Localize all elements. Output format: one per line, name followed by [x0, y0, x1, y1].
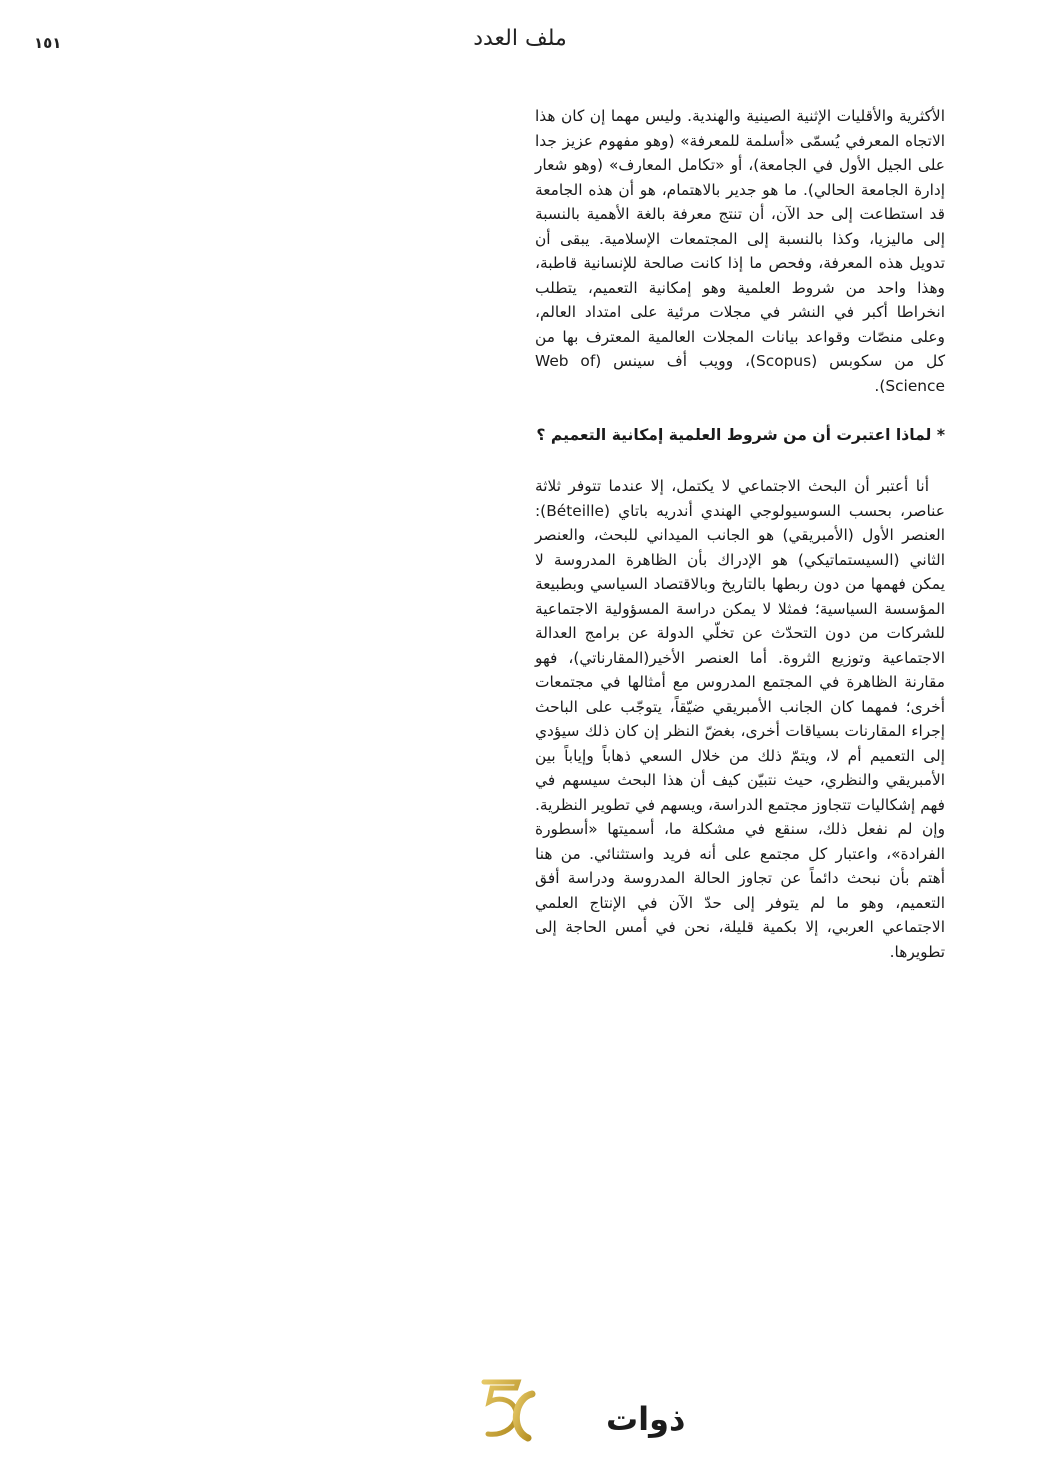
interview-question: * لماذا اعتبرت أن من شروط العلمية إمكانية التعميم ؟	[536, 426, 945, 444]
article-column	[535, 104, 945, 964]
intro-paragraph: الأكثرية والأقليات الإثنية الصينية والهندية. وليس مهما إن كان هذا الاتجاه المعرفي يُسمّى «أسلمة للمعرفة» (وهو مفهوم عزيز جدا على الجيل الأول في الجامعة)، أو «تكامل المعارف» (وهو شعار إدارة الجامعة الحالي). ما هو جدير بالاهتمام، هو أن هذه الجامعة قد استطاعت إلى حد الآن، أن تنتج معرفة بالغة الأهمية بالنسبة إلى ماليزيا، وكذا بالنسبة إلى المجتمعات الإسلامية. يبقى أن تدويل هذه المعرفة، وفحص ما إذا كانت صالحة للإنسانية قاطبة، وهذا واحد من شروط العلمية وهو إمكانية التعميم، يتطلب انخراطا أكبر في النشر في مجلات مرئية على امتداد العالم، وعلى منصّات وقواعد بيانات المجلات العالمية المعترف بها من كل من سكوبس (Scopus)، وويب أف سينس (Web of Science).	[535, 107, 946, 395]
section-title: ملف العدد	[473, 26, 567, 51]
logo-text: ذوات	[606, 1400, 686, 1438]
answer-paragraph: أنا أعتبر أن البحث الاجتماعي لا يكتمل، إلا عندما تتوفر ثلاثة عناصر، بحسب السوسيولوجي الهندي أندريه باتاي (Béteille): العنصر الأول (الأمبريقي) هو الجانب الميداني للبحث، والعنصر الثاني (السيستماتيكي) هو الإدراك بأن الظاهرة المدروسة لا يمكن فهمها من دون ربطها بالتاريخ وبالاقتصاد السياسي وبطبيعة المؤسسة السياسية؛ فمثلا لا يمكن دراسة المسؤولية الاجتماعية للشركات من دون التحدّث عن تخلّي الدولة عن برامج العدالة الاجتماعية وتوزيع الثروة. أما العنصر الأخير(المقارناتي)، فهو مقارنة الظاهرة في المجتمع المدروس مع أمثالها في مجتمعات أخرى؛ فمهما كان الجانب الأمبريقي ضيّقاً، يتوجّب على الباحث إجراء المقارنات بسياقات أخرى، بغضّ النظر إن كان ذلك سيؤدي إلى التعميم أم لا، ويتمّ ذلك من خلال السعي ذهاباً وإياباً بين الأمبريقي والنظري، حيث نتبيّن كيف أن هذا البحث سيسهم في فهم إشكاليات تتجاوز مجتمع الدراسة، ويسهم في تطوير النظرية. وإن لم نفعل ذلك، سنقع في مشكلة ما، أسميتها «أسطورة الفرادة»، واعتبار كل مجتمع على أنه فريد واستثنائي. من هنا أهتم بأن نبحث دائماً عن تجاوز الحالة المدروسة ودراسة أفق التعميم، وهو ما لم يتوفر إلى حدّ الآن في الإنتاج العلمي الاجتماعي العربي، إلا بكمية قليلة، نحن في أمس الحاجة إلى تطويرها.	[535, 477, 945, 961]
logo-zero-mark	[516, 1394, 532, 1438]
logo-five-mark	[484, 1382, 518, 1434]
dhawat-logo	[470, 1378, 686, 1448]
page-number: ١٥١	[34, 34, 62, 52]
